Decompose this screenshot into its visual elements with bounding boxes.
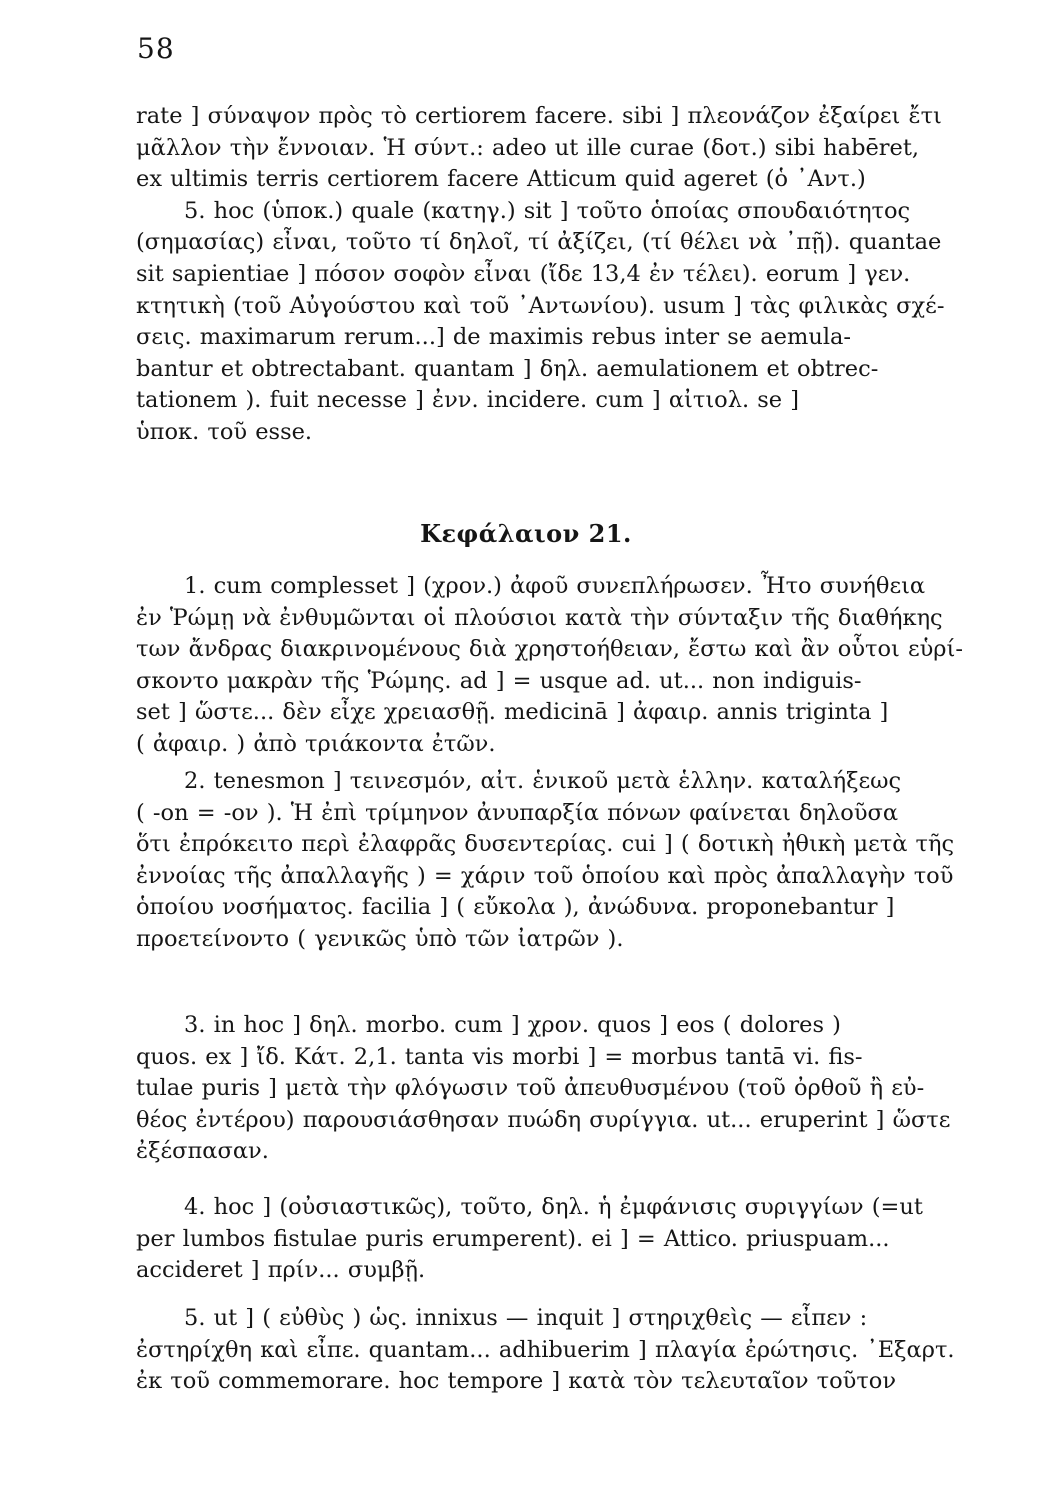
text-line: 4. hoc ] (οὐσιαστικῶς), τοῦτο, δηλ. ἡ ἐμφάνισις συριγγίων (=ut	[184, 1194, 923, 1220]
paragraph-note-1	[136, 571, 994, 761]
text-line: μᾶλλον τὴν ἔννοιαν. Ἡ σύντ.: adeo ut ille curae (δοτ.) sibi habēret,	[136, 134, 920, 161]
text-line: ἐν Ῥώμῃ νὰ ἐνθυμῶνται οἱ πλούσιοι κατὰ τὴν σύνταξιν τῆς διαθήκης	[136, 604, 943, 631]
text-line: ἐστηρίχθη καὶ εἶπε. quantam... adhibuerim ] πλαγία ἐρώτησις. ᾿Εξαρτ.	[136, 1336, 955, 1363]
paragraph-note-4	[136, 1192, 994, 1287]
paragraph-note-3	[136, 1010, 994, 1168]
text-line: ὑποκ. τοῦ esse.	[136, 418, 313, 445]
page-number: 58	[137, 32, 175, 65]
text-line: accideret ] πρίν... συμβῇ.	[136, 1257, 426, 1284]
text-line: ( ἀφαιρ. ) ἀπὸ τριάκοντα ἐτῶν.	[136, 730, 496, 757]
text-line: κτητικὴ (τοῦ Αὐγούστου καὶ τοῦ ᾿Αντωνίου). usum ] τὰς φιλικὰς σχέ-	[136, 292, 945, 319]
text-line: σεις. maximarum rerum...] de maximis rebus inter se aemula-	[136, 324, 852, 351]
text-line: προετείνοντο ( γενικῶς ὑπὸ τῶν ἰατρῶν ).	[136, 925, 624, 952]
text-line: ὅτι ἐπρόκειτο περὶ ἐλαφρᾶς δυσεντερίας. cui ] ( δοτικὴ ἠθικὴ μετὰ τῆς	[136, 831, 955, 858]
text-line: 1. cum complesset ] (χρον.) ἀφοῦ συνεπλήρωσεν. Ἦτο συνήθεια	[184, 573, 926, 599]
chapter-heading: Κεφάλαιον 21.	[420, 519, 632, 548]
text-line: σκοντο μακρὰν τῆς Ῥώμης. ad ] = usque ad. ut... non indiguis-	[136, 667, 862, 694]
text-line: tationem ). fuit necesse ] ἐνν. incidere. cum ] αἰτιολ. se ]	[136, 387, 800, 414]
paragraph-commentary-20	[136, 101, 994, 449]
text-line: 5. hoc (ὑποκ.) quale (κατηγ.) sit ] τοῦτο ὁποίας σπουδαιότητος	[184, 197, 911, 224]
text-line: θέος ἐντέρου) παρουσιάσθησαν πυώδη συρίγγια. ut... eruperint ] ὥστε	[136, 1106, 951, 1133]
text-line: ἐννοίας τῆς ἀπαλλαγῆς ) = χάριν τοῦ ὁποίου καὶ πρὸς ἀπαλλαγὴν τοῦ	[136, 862, 954, 889]
text-line: των ἄνδρας διακρινομένους διὰ χρηστοήθειαν, ἔστω καὶ ἂν οὗτοι εὑρί-	[136, 636, 963, 663]
text-line: set ] ὥστε... δὲν εἶχε χρειασθῇ. medicinā ] ἀφαιρ. annis triginta ]	[136, 699, 889, 726]
text-line: sit sapientiae ] πόσον σοφὸν εἶναι (ἴδε 13,4 ἐν τέλει). eorum ] γεν.	[136, 260, 911, 287]
text-line: bantur et obtrectabant. quantam ] δηλ. aemulationem et obtrec-	[136, 355, 879, 382]
text-line: ὁποίου νοσήματος. facilia ] ( εὔκολα ), ἀνώδυνα. proponebantur ]	[136, 894, 895, 921]
text-line: rate ] σύναψον πρὸς τὸ certiorem facere. sibi ] πλεονάζον ἐξαίρει ἔτι	[136, 103, 942, 129]
text-line: per lumbos fistulae puris erumperent). ei ] = Attico. priuspuam...	[136, 1225, 890, 1252]
text-line: 2. tenesmon ] τεινεσμόν, αἰτ. ἑνικοῦ μετὰ ἑλλην. καταλήξεως	[184, 768, 902, 794]
text-line: ( -on = -ον ). Ἡ ἐπὶ τρίμηνον ἀνυπαρξία πόνων φαίνεται δηλοῦσα	[136, 799, 899, 826]
paragraph-note-2	[136, 766, 994, 956]
text-line: ex ultimis terris certiorem facere Atticum quid ageret (ὁ ᾿Αντ.)	[136, 166, 866, 193]
text-line: (σημασίας) εἶναι, τοῦτο τί δηλοῖ, τί ἀξίζει, (τί θέλει νὰ ᾿πῇ). quantae	[136, 229, 942, 256]
paragraph-note-5	[136, 1303, 994, 1398]
text-line: 3. in hoc ] δηλ. morbo. cum ] χρον. quos ] eos ( dolores )	[184, 1012, 841, 1038]
text-line: ἐκ τοῦ commemorare. hoc tempore ] κατὰ τὸν τελευταῖον τοῦτον	[136, 1368, 897, 1395]
text-line: 5. ut ] ( εὐθὺς ) ὡς. innixus — inquit ] στηριχθεὶς — εἶπεν :	[184, 1305, 868, 1331]
text-line: quos. ex ] ἴδ. Κάτ. 2,1. tanta vis morbi ] = morbus tantā vi. fis-	[136, 1043, 863, 1070]
text-line: ἐξέσπασαν.	[136, 1138, 269, 1165]
text-line: tulae puris ] μετὰ τὴν φλόγωσιν τοῦ ἀπευθυσμένου (τοῦ ὀρθοῦ ἢ εὐ-	[136, 1075, 925, 1102]
